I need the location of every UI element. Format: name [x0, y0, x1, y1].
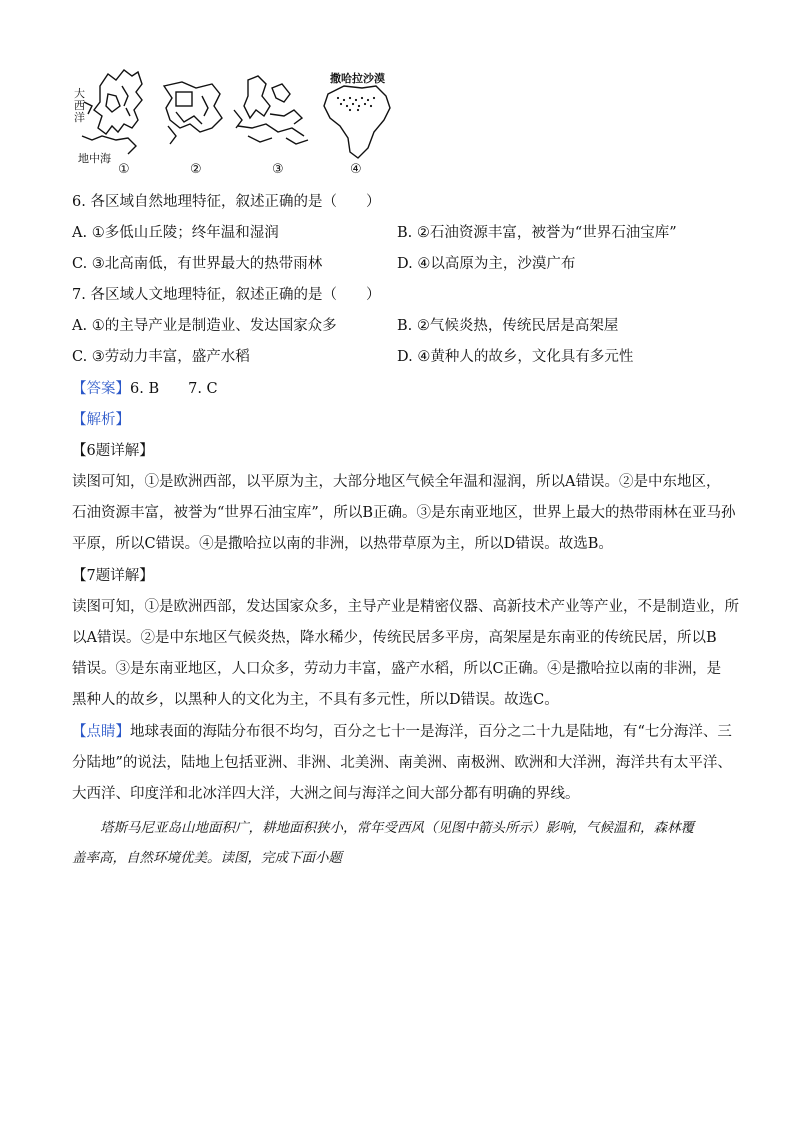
answer-text: 6. B 7. C: [130, 381, 218, 397]
map-label-3: ③: [272, 162, 284, 177]
question-6-stem: 6. 各区域自然地理特征，叙述正确的是（ ）: [72, 194, 381, 210]
map-1-western-europe: [82, 70, 142, 154]
question-6-option-a: A. ①多低山丘陵；终年温和湿润: [72, 225, 279, 241]
question-6-option-c: C. ③北高南低，有世界最大的热带雨林: [72, 256, 323, 272]
detail-6-line-3: 平原，所以C错误。④是撒哈拉以南的非洲，以热带草原为主，所以D错误。故选B。: [72, 536, 613, 552]
question-6-option-d: D. ④以高原为主，沙漠广布: [397, 256, 576, 272]
map-1-side-text-0: 大: [74, 87, 85, 100]
map-4-title: 撒哈拉沙漠: [330, 72, 385, 85]
region-maps-figure: [72, 66, 402, 184]
answer-tag: 【答案】: [72, 381, 130, 397]
detail-6-line-2: 石油资源丰富，被誉为“世界石油宝库”，所以B正确。③是东南亚地区，世界上最大的热带雨林在亚马孙: [72, 505, 736, 521]
detail-6-title: 【6题详解】: [72, 443, 154, 459]
point-line-1: [72, 722, 732, 742]
analysis-tag: 【解析】: [72, 412, 130, 428]
point-line-1-text: 地球表面的海陆分布很不均匀，百分之七十一是海洋，百分之二十九是陆地，有“七分海洋、三: [130, 724, 732, 740]
map-1-bottom-text: 地中海: [78, 152, 111, 165]
question-7-stem: 7. 各区域人文地理特征，叙述正确的是（ ）: [72, 287, 381, 303]
point-line-3: 大西洋、印度洋和北冰洋四大洋，大洲之间与海洋之间大部分都有明确的界线。: [72, 786, 580, 802]
detail-7-line-4: 黑种人的故乡，以黑种人的文化为主，不具有多元性，所以D错误。故选C。: [72, 692, 559, 708]
map-1-side-text-1: 西: [74, 99, 85, 112]
question-7-option-b: B. ②气候炎热，传统民居是高架屋: [397, 318, 619, 334]
map-1-side-text-2: 洋: [74, 111, 85, 124]
map-2-middle-east: [164, 82, 222, 144]
next-passage-line-1: 塔斯马尼亚岛山地面积广，耕地面积狭小，常年受西风（见图中箭头所示）影响，气候温和，森林覆: [100, 820, 694, 836]
question-6-option-b: B. ②石油资源丰富，被誉为“世界石油宝库”: [397, 225, 677, 241]
map-4-africa: [324, 86, 390, 158]
detail-7-line-2: 以A错误。②是中东地区气候炎热，降水稀少，传统民居多平房，高架屋是东南亚的传统民居，所以B: [72, 630, 717, 646]
answer-line: [72, 379, 218, 399]
detail-6-line-1: 读图可知，①是欧洲西部，以平原为主，大部分地区气候全年温和湿润，所以A错误。②是中东地区，: [72, 474, 721, 490]
detail-7-line-1: 读图可知，①是欧洲西部，发达国家众多，主导产业是精密仪器、高新技术产业等产业，不是制造业，所: [72, 599, 739, 615]
point-tag: 【点睛】: [72, 724, 130, 740]
map-label-1: ①: [118, 162, 130, 177]
question-7-option-a: A. ①的主导产业是制造业、发达国家众多: [72, 318, 337, 334]
detail-7-line-3: 错误。③是东南亚地区，人口众多，劳动力丰富，盛产水稻，所以C正确。④是撒哈拉以南的非洲，是: [72, 661, 722, 677]
next-passage-line-2: 盖率高，自然环境优美。读图，完成下面小题: [72, 850, 342, 866]
map-3-southeast-asia: [234, 76, 308, 144]
point-line-2: 分陆地”的说法，陆地上包括亚洲、非洲、北美洲、南美洲、南极洲、欧洲和大洋洲，海洋共有太平洋、: [72, 755, 732, 771]
question-7-option-d: D. ④黄种人的故乡，文化具有多元性: [397, 349, 634, 365]
detail-7-title: 【7题详解】: [72, 568, 154, 584]
question-7-option-c: C. ③劳动力丰富，盛产水稻: [72, 349, 250, 365]
map-label-2: ②: [190, 162, 202, 177]
map-label-4: ④: [350, 162, 362, 177]
